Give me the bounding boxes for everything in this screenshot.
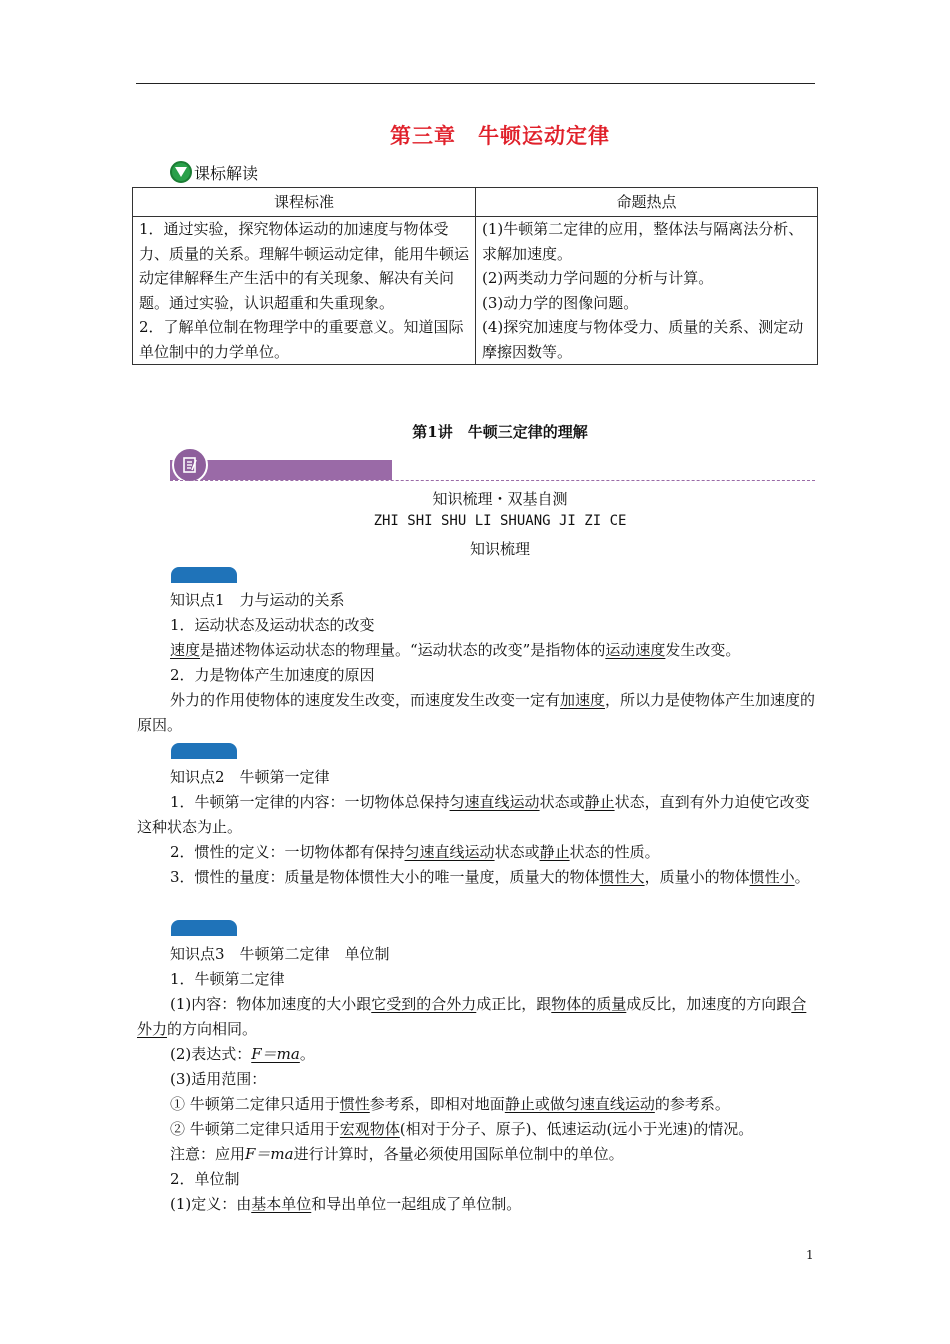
blank-answer: 匀速直线运动 [449, 793, 540, 811]
kp2-title: 知识点2 牛顿第一定律 [170, 768, 330, 786]
text-run: 成反比，加速度的方向跟 [626, 995, 792, 1013]
text-run: 2．惯性的定义：一切物体都有保持 [170, 843, 405, 861]
kp3-para-3: (3)适用范围： [170, 1070, 267, 1088]
section-title: 知识梳理・双基自测 [432, 490, 568, 508]
kp1-title: 知识点1 力与运动的关系 [170, 591, 345, 609]
kp3-para-2 [137, 1042, 850, 1067]
curriculum-table [132, 187, 818, 365]
blank-answer: 惯性大 [599, 868, 645, 886]
blank-answer: 静止 [539, 843, 570, 861]
blank-answer: 运动速度 [605, 641, 666, 659]
text-run: 。 [794, 868, 810, 886]
table-header-hotspot: 命题热点 [476, 188, 818, 217]
text-run: 状态或 [494, 843, 540, 861]
blank-answer: 基本单位 [251, 1195, 312, 1213]
text-run: 的方向相同。 [167, 1020, 258, 1038]
hotspot-item: (4)探究加速度与物体受力、质量的关系、测定动摩擦因数等。 [482, 318, 804, 361]
kp2-para-3 [137, 865, 817, 890]
kp-marker [171, 743, 237, 759]
blank-answer: 它受到的合外力 [371, 995, 477, 1013]
text-run: 参考系，即相对地面 [369, 1095, 505, 1113]
blank-answer: 物体的质量 [551, 995, 627, 1013]
notebook-icon [172, 447, 208, 483]
kp2-para-2 [137, 840, 817, 865]
blank-answer: 速度 [170, 641, 201, 659]
formula: F＝ma [245, 1145, 294, 1163]
kp3-para-4 [137, 1092, 850, 1117]
text-run: 发生改变。 [665, 641, 741, 659]
text-run: 状态，直到有外力迫使它改变这种状态为止。 [137, 793, 810, 836]
chapter-title: 第三章 牛顿运动定律 [390, 123, 610, 148]
hotspot-item: (2)两类动力学问题的分析与计算。 [482, 269, 714, 287]
triangle-down-icon [170, 161, 192, 183]
text-run: (1)内容：物体加速度的大小跟 [170, 995, 372, 1013]
blank-answer: 加速度 [560, 691, 606, 709]
blank-answer: 宏观物体 [339, 1120, 400, 1138]
header-rule [136, 83, 815, 84]
kp3-para-7 [137, 1192, 850, 1217]
text-run: ① 牛顿第二定律只适用于 [170, 1095, 340, 1113]
kp2-para-1 [137, 790, 817, 840]
table-header-standard: 课程标准 [133, 188, 476, 217]
text-run: 1．牛顿第一定律的内容：一切物体总保持 [170, 793, 450, 811]
kp1-para-1 [137, 638, 817, 663]
section-divider [170, 480, 815, 481]
text-run: (2)表达式： [170, 1045, 252, 1063]
standard-item: 2．了解单位制在物理学中的重要意义。知道国际单位制中的力学单位。 [139, 318, 464, 361]
text-run: 的参考系。 [654, 1095, 730, 1113]
text-run: 是描述物体运动状态的物理量。“运动状态的改变”是指物体的 [200, 641, 606, 659]
text-run: ，质量小的物体 [644, 868, 750, 886]
text-run: 和导出单位一起组成了单位制。 [311, 1195, 522, 1213]
blank-answer: 匀速直线运动 [404, 843, 495, 861]
kp-marker [171, 920, 237, 936]
blank-answer: 合外力 [137, 995, 807, 1038]
text-run: 状态或 [539, 793, 585, 811]
kp1-heading-1: 1．运动状态及运动状态的改变 [170, 616, 375, 634]
lecture-title: 第1讲 牛顿三定律的理解 [412, 423, 588, 441]
kebiao-label: 课标解读 [194, 163, 259, 183]
kebiao-heading [170, 158, 258, 186]
text-run: ② 牛顿第二定律只适用于 [170, 1120, 340, 1138]
section-subtitle: 知识梳理 [469, 540, 530, 558]
text-run: 3．惯性的量度：质量是物体惯性大小的唯一量度，质量大的物体 [170, 868, 600, 886]
kp1-para-2 [137, 688, 817, 738]
text-run: 外力的作用使物体的速度发生改变，而速度发生改变一定有 [170, 691, 561, 709]
text-run: ，所以力是使物体产生加速度的原因。 [137, 691, 816, 734]
standard-item: 1．通过实验，探究物体运动的加速度与物体受力、质量的关系。理解牛顿运动定律，能用牛顿运动定律解释生产生活中的有关现象、解决有关问题。通过实验，认识超重和失重现象。 [139, 220, 470, 312]
kp1-heading-2: 2．力是物体产生加速度的原因 [170, 666, 375, 684]
kp3-para-5 [137, 1117, 850, 1142]
kp-marker [171, 567, 237, 583]
text-run: 注意：应用 [170, 1145, 246, 1163]
blank-answer: 静止或做匀速直线运动 [504, 1095, 655, 1113]
blank-answer: 惯性 [339, 1095, 370, 1113]
kp3-title: 知识点3 牛顿第二定律 单位制 [170, 945, 390, 963]
section-pinyin: ZHI SHI SHU LI SHUANG JI ZI CE [373, 513, 627, 529]
text-run: 。 [299, 1045, 315, 1063]
kp3-para-6 [137, 1142, 850, 1167]
hotspot-item: (3)动力学的图像问题。 [482, 293, 639, 312]
text-run: 进行计算时，各量必须使用国际单位制中的单位。 [293, 1145, 624, 1163]
kp3-para-1 [137, 992, 817, 1042]
text-run: (1)定义：由 [170, 1195, 252, 1213]
table-cell-standard [133, 217, 476, 365]
blank-answer: 惯性小 [749, 868, 795, 886]
text-run: 成正比，跟 [476, 995, 552, 1013]
hotspot-item: (1)牛顿第二定律的应用，整体法与隔离法分析、求解加速度。 [482, 220, 804, 263]
kp3-heading-1: 1．牛顿第二定律 [170, 970, 285, 988]
text-run: (相对于分子、原子)、低速运动(远小于光速)的情况。 [399, 1120, 754, 1138]
blank-answer: 静止 [584, 793, 615, 811]
kp3-heading-2: 2．单位制 [170, 1170, 240, 1188]
text-run: 状态的性质。 [569, 843, 660, 861]
table-cell-hotspot [476, 217, 818, 365]
blank-answer: F＝ma [251, 1045, 300, 1063]
page-number: 1 [806, 1248, 814, 1262]
